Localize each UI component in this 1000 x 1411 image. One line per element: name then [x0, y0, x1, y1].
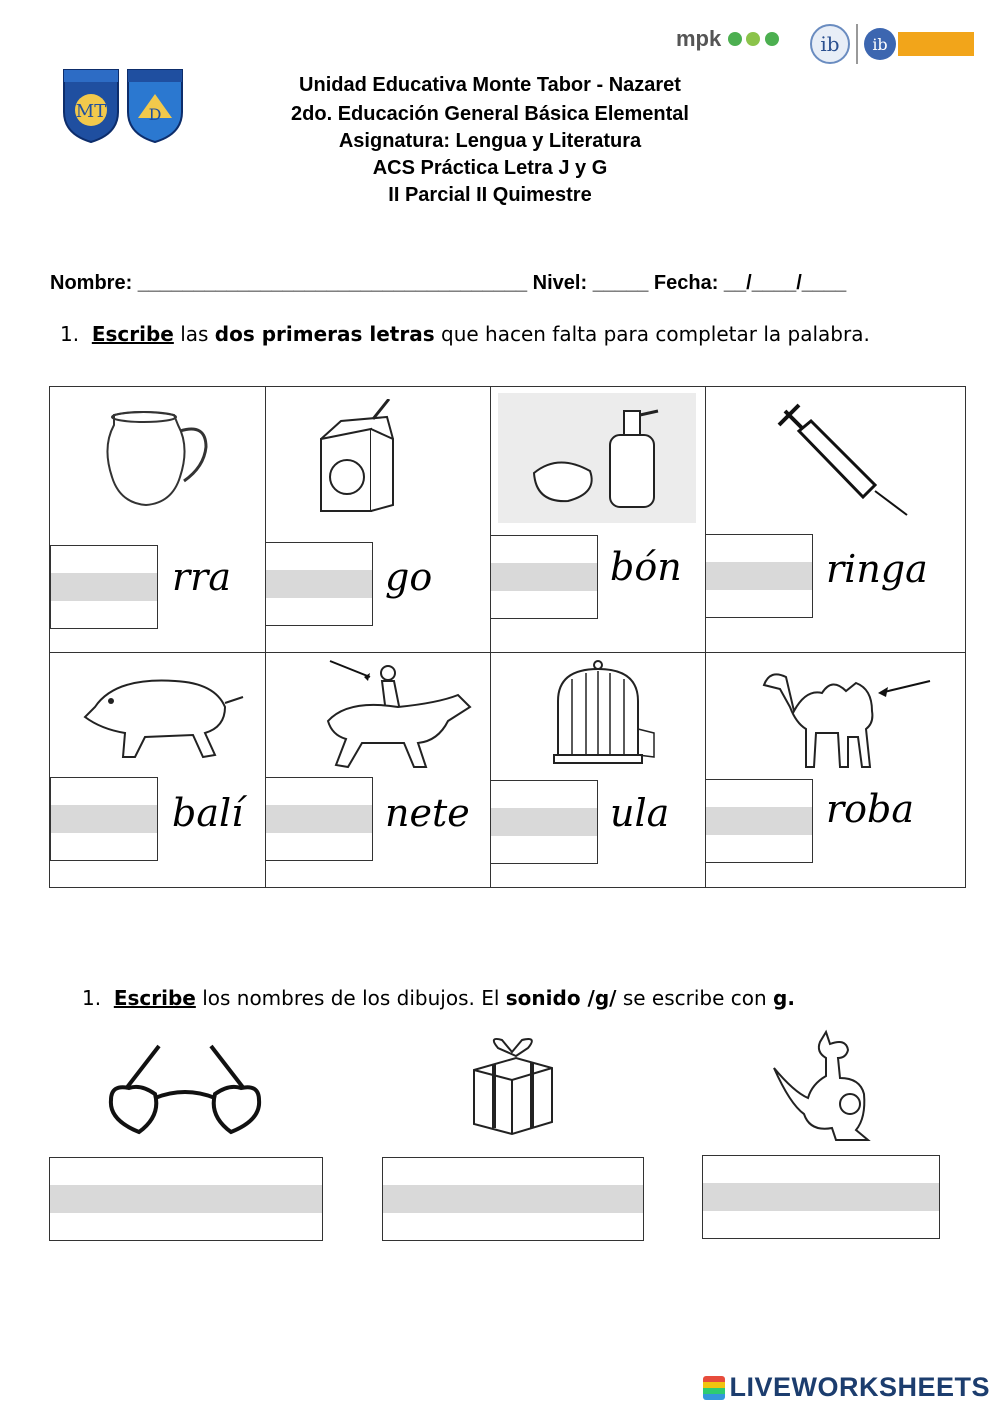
liveworksheets-logo-icon: [703, 1376, 725, 1400]
word-suffix: rra: [172, 555, 231, 599]
level-field[interactable]: _____: [592, 272, 649, 294]
boar-icon: [75, 667, 245, 762]
svg-text:D: D: [148, 105, 162, 124]
student-info-row: [50, 272, 950, 295]
mpk-logo-text: mpk: [676, 26, 722, 51]
school-shield-icon: [62, 68, 120, 144]
word-suffix: ringa: [826, 547, 928, 591]
answer-box[interactable]: [702, 1155, 940, 1239]
word-suffix: nete: [385, 791, 470, 835]
word-suffix: ula: [610, 791, 670, 835]
instruction-verb: Escribe: [113, 986, 196, 1010]
answer-box[interactable]: [490, 535, 598, 619]
answer-box[interactable]: [50, 545, 158, 629]
brand-text: LIVEWORKSHEETS: [729, 1372, 990, 1402]
word-suffix: roba: [826, 787, 915, 831]
answer-box[interactable]: [50, 777, 158, 861]
answer-box[interactable]: [49, 1157, 323, 1241]
school-shield-icon: [126, 68, 184, 144]
topic-line: ACS Práctica Letra J y G: [372, 157, 608, 179]
subject-line: Asignatura: Lengua y Literatura: [338, 130, 642, 152]
kangaroo-icon: [770, 1028, 880, 1146]
instruction-bold: g.: [773, 986, 795, 1010]
instruction-text: se escribe con: [622, 986, 767, 1010]
camel-hump-icon: [760, 663, 940, 773]
period-line: II Parcial II Quimestre: [388, 184, 592, 206]
instruction-1: [60, 322, 870, 346]
soap-icon: [498, 393, 696, 523]
instruction-number: 1.: [60, 322, 80, 346]
instruction-text: que hacen falta para completar la palabra.: [441, 322, 870, 346]
instruction-number: 1.: [82, 986, 102, 1010]
answer-box[interactable]: [490, 780, 598, 864]
juice-box-icon: [315, 399, 415, 514]
instruction-text: los nombres de los dibujos. El: [202, 986, 500, 1010]
answer-box[interactable]: [265, 777, 373, 861]
fill-letters-grid: [49, 386, 966, 888]
cage-icon: [550, 659, 660, 767]
date-label: Fecha:: [653, 272, 719, 294]
svg-text:MT: MT: [75, 101, 107, 122]
word-suffix: balí: [172, 791, 244, 835]
syringe-icon: [775, 401, 915, 517]
instruction-verb: Escribe: [91, 322, 174, 346]
name-label: Nombre:: [50, 272, 133, 294]
level-label: Nivel:: [532, 272, 588, 294]
gift-icon: [468, 1036, 558, 1136]
date-field[interactable]: __/____/____: [723, 272, 847, 294]
jug-icon: [102, 407, 217, 512]
svg-text:ib: ib: [820, 32, 840, 56]
word-suffix: go: [385, 555, 433, 599]
instruction-2: [82, 986, 795, 1010]
jockey-icon: [308, 655, 478, 775]
answer-box[interactable]: [705, 534, 813, 618]
instruction-bold: sonido /g/: [505, 986, 617, 1010]
glasses-icon: [105, 1040, 265, 1140]
answer-box[interactable]: [265, 542, 373, 626]
instruction-bold: dos primeras letras: [214, 322, 435, 346]
school-name: Unidad Educativa Monte Tabor - Nazaret: [299, 74, 681, 96]
name-field[interactable]: ___________________________________: [137, 272, 528, 294]
liveworksheets-brand: [703, 1372, 990, 1403]
grade-line: 2do. Educación General Básica Elemental: [291, 103, 689, 125]
word-suffix: bón: [610, 545, 682, 589]
answer-box[interactable]: [382, 1157, 644, 1241]
answer-box[interactable]: [705, 779, 813, 863]
mpk-logo: [676, 26, 786, 64]
instruction-text: las: [180, 322, 209, 346]
svg-text:ib: ib: [872, 35, 888, 54]
ib-logo-icon: [808, 22, 978, 66]
